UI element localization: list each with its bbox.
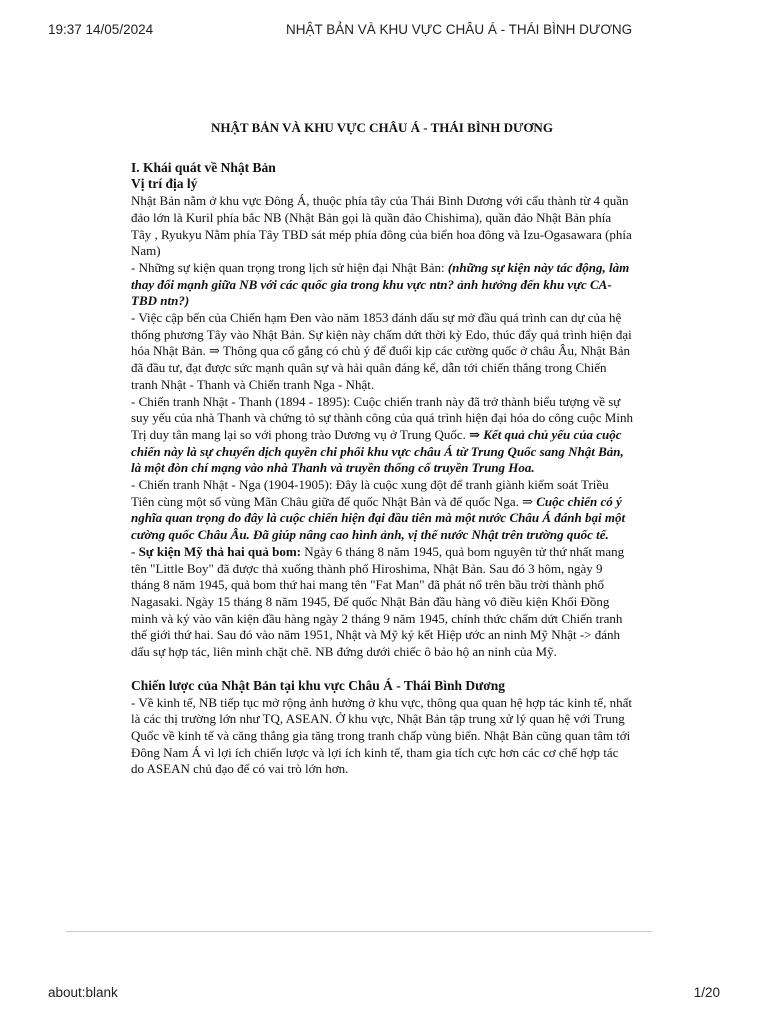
section-heading: I. Khái quát về Nhật Bản	[131, 159, 276, 175]
strategy-paragraph: - Về kinh tế, NB tiếp tục mở rộng ảnh hưởng ở khu vực, thông qua quan hệ hợp tác kinh tế, nhất là các thị trường lớn như TQ, ASEAN. Ở khu vực, Nhật Bản tập trung xử lý quan hệ với Trung Quốc về kinh tế và căng thẳng gia tăng trong tranh chấp vùng biển. Nhật Bản cũng quan tâm tới Đông Nam Á vì lợi ích chiến lược và lợi ích kinh tế, tham gia tích cực hơn các cơ chế hợp tác do ASEAN chủ đạo để có vai trò lớn hơn.	[131, 694, 632, 777]
print-doc-title: NHẬT BẢN VÀ KHU VỰC CHÂU Á - THÁI BÌNH DƯƠNG	[286, 22, 633, 37]
strategy-heading: Chiến lược của Nhật Bản tại khu vực Châu Á - Thái Bình Dương	[131, 677, 505, 693]
atomic-bomb-text: Ngày 6 tháng 8 năm 1945, quả bom nguyên tử thứ nhất mang tên "Little Boy" đã được thả xuống thành phố Hiroshima, Nhật Bản. Sau đó 3 hôm, ngày 9 tháng 8 năm 1945, quả bom thứ hai mang tên "Fat Man" đã phát nổ trên bầu trời thành phố Nagasaki. Ngày 15 tháng 8 năm 1945, Đế quốc Nhật Bản đầu hàng vô điều kiện Khối Đồng minh và ký vào văn kiện đầu hàng ngày 2 tháng 9 năm 1945, chính thức chấm dứt Chiến tranh thế giới thứ hai. Sau đó vào năm 1951, Nhật và Mỹ ký kết Hiệp ước an ninh Mỹ Nhật -> đánh dấu sự hợp tác, liên minh chặt chẽ. NB đứng dưới chiếc ô bảo hộ an ninh của Mỹ.	[131, 543, 625, 660]
sino-japanese-war-text: - Chiến tranh Nhật - Thanh (1894 - 1895): Cuộc chiến tranh này đã trở thành biểu tượng về sự suy yếu của nhà Thanh và chứng tỏ sự thành công của quá trình hiện đại hóa do công cuộc Minh Trị duy tân mang lại so với phong trào Dương vụ ở Trung Quốc.	[131, 393, 633, 442]
print-datetime: 19:37 14/05/2024	[48, 22, 154, 37]
atomic-bomb-label: - Sự kiện Mỹ thả hai quả bom:	[131, 543, 301, 559]
events-question-text: (những sự kiện này tác động, làm thay đổi mạnh giữa NB với các quốc gia trong khu vực ntn? ảnh hưởng đến khu vực CA-TBD ntn?)	[131, 259, 630, 309]
document-title: NHẬT BẢN VÀ KHU VỰC CHÂU Á - THÁI BÌNH DƯƠNG	[211, 120, 553, 135]
russo-japanese-war-paragraph	[131, 477, 633, 544]
russo-japanese-war-text: - Chiến tranh Nhật - Nga (1904-1905): Đây là cuộc xung đột để tranh giành kiểm soát Triều Tiên cùng một số vùng Mãn Châu giữa đế quốc Nhật Bản và đế quốc Nga. ⇒	[131, 477, 609, 509]
print-header	[48, 22, 720, 42]
sino-japanese-war-paragraph	[131, 394, 633, 478]
events-intro-text: - Những sự kiện quan trọng trong lịch sử hiện đại Nhật Bản:	[131, 259, 448, 275]
atomic-bomb-paragraph	[131, 544, 633, 661]
print-footer	[48, 985, 720, 1005]
location-paragraph: Nhật Bản nằm ở khu vực Đông Á, thuộc phía tây của Thái Bình Dương với cấu thành từ 4 quần đảo lớn là Kuril phía bắc NB (Nhật Bản gọi là quần đảo Chishima), quần đảo Nhật Bản phía Tây , Ryukyu Nằm phía Tây TBD sát mép phía đông của biển hoa đông và Izu-Ogasawara (phía Nam)	[131, 193, 632, 259]
events-intro-paragraph	[131, 260, 633, 310]
document-body	[131, 120, 633, 778]
sino-japanese-war-result: ⇒ Kết quả chủ yếu của cuộc chiến này là sự chuyển dịch quyền chi phối khu vực châu Á từ Trung Quốc sang Nhật Bản, là một đòn chí mạng vào nhà Thanh và truyền thống cổ truyền Trung Hoa.	[131, 426, 624, 476]
page-number: 1/20	[693, 985, 720, 1000]
russo-japanese-war-result: Cuộc chiến có ý nghĩa quan trọng do đây là cuộc chiến hiện đại đầu tiên mà một nước Châu Á đánh bại một cường quốc Châu Âu. Đã giúp nâng cao hình ảnh, vị thế nước Nhật trên trường quốc tế.	[131, 493, 626, 543]
print-url: about:blank	[48, 985, 118, 1000]
black-ships-paragraph: - Việc cập bến của Chiến hạm Đen vào năm 1853 đánh dấu sự mở đầu quá trình can dự của hệ thống phương Tây vào Nhật Bản. Sự kiện này chấm dứt thời kỳ Edo, thúc đẩy quá trình hiện đại hóa Nhật Bản. ⇒ Thông qua cố gắng có chủ ý để đuổi kịp các cường quốc ở châu Âu, Nhật Bản đã đầu tư, đạt được sức mạnh quân sự và hải quân đáng kể, dẫn tới chiến thắng trong Chiến tranh Nhật - Thanh và Chiến tranh Nga - Nhật.	[131, 310, 632, 392]
subsection-heading: Vị trí địa lý	[131, 176, 198, 192]
footer-divider	[66, 931, 652, 932]
paragraph-gap	[131, 661, 633, 678]
